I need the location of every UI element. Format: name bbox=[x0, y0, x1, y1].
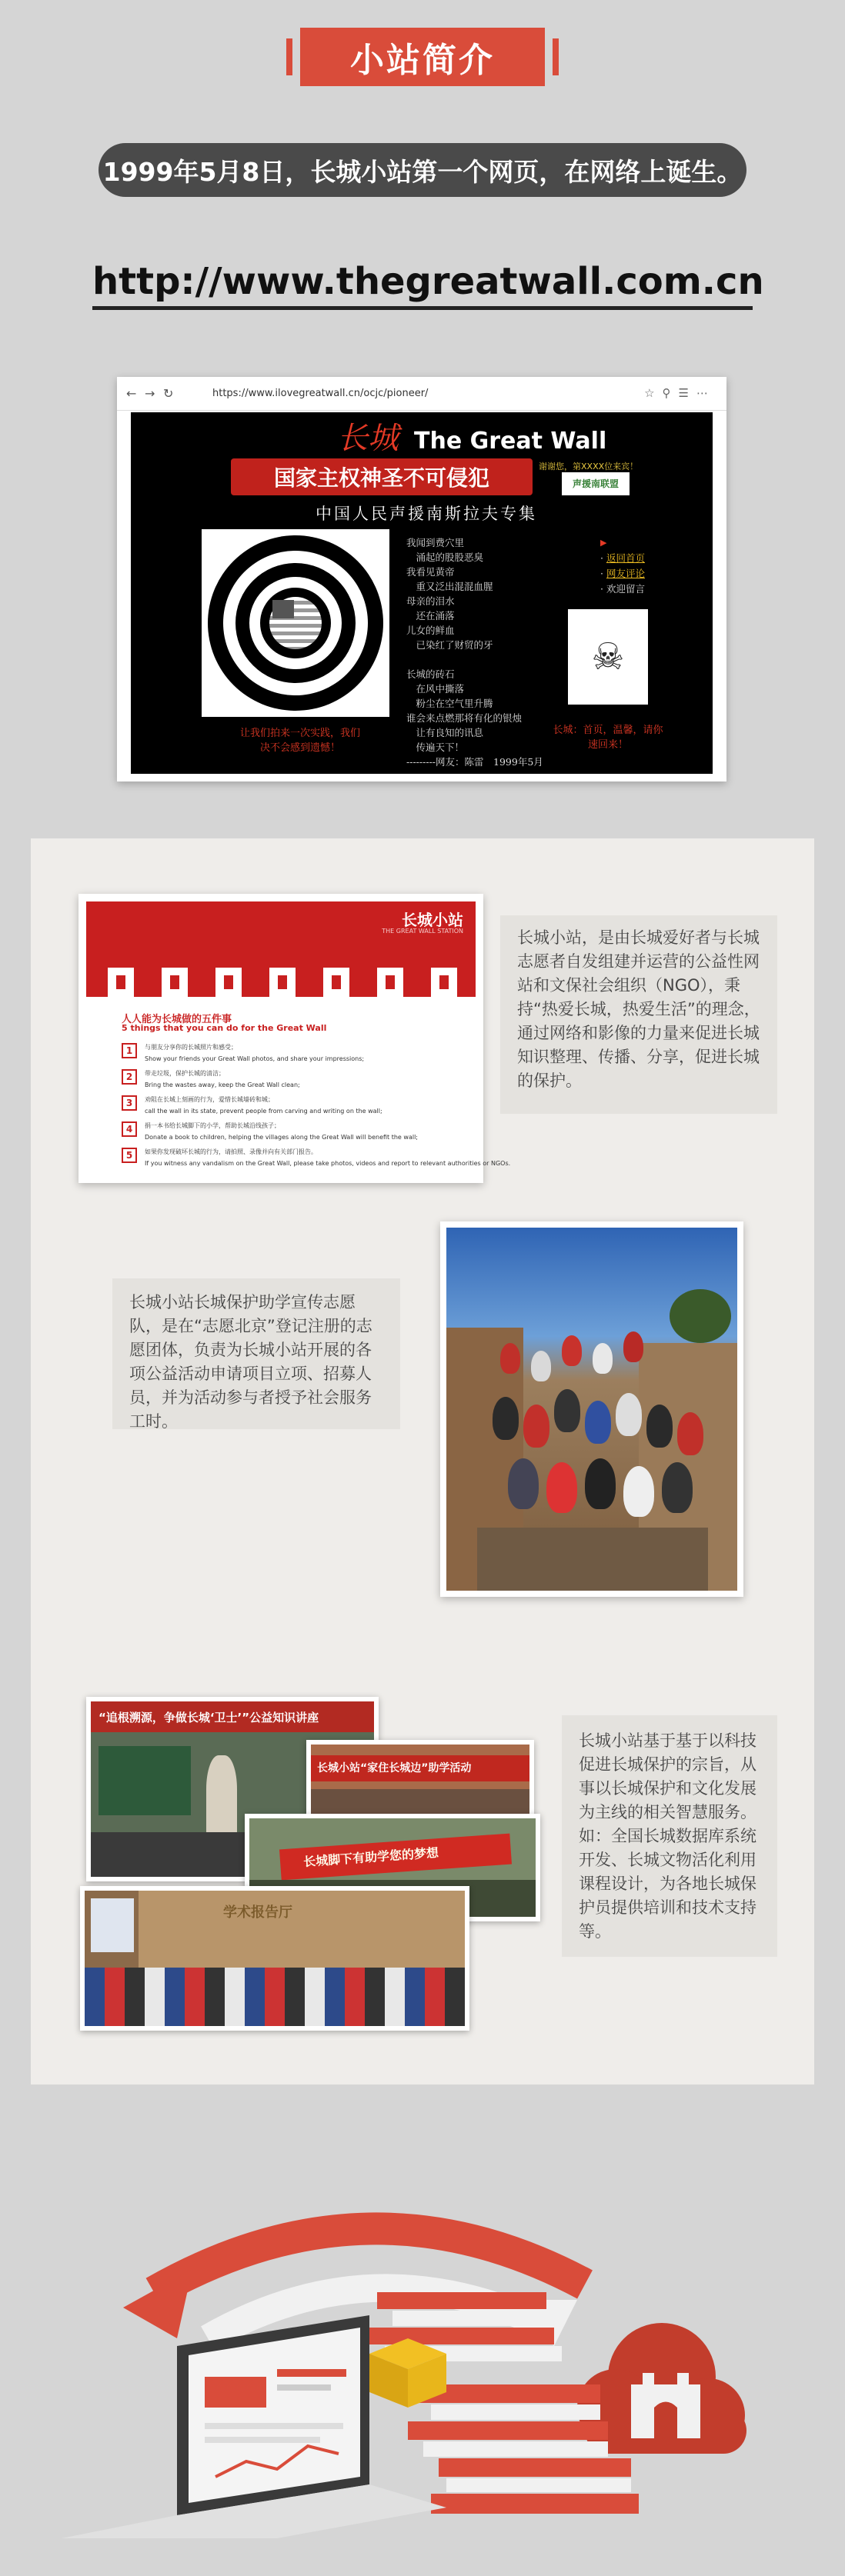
site-logo-cn: 长城 bbox=[337, 421, 399, 456]
brand-logo-sub: THE GREAT WALL STATION bbox=[382, 928, 463, 935]
five-things-title-cn: 人人能为长城做的五件事 bbox=[122, 1014, 232, 1025]
title-decoration-left bbox=[286, 38, 292, 75]
section-title bbox=[286, 28, 559, 86]
digital-greatwall-illustration bbox=[46, 2154, 800, 2554]
intro-pill: 1999年5月8日，长城小站第一个网页，在网络上诞生。 bbox=[99, 143, 746, 197]
title-decoration-right bbox=[553, 38, 559, 75]
reload-icon[interactable]: ↻ bbox=[163, 386, 174, 401]
site-logo-en: The Great Wall bbox=[414, 428, 607, 455]
children-activity-photo: 长城脚下有助学您的梦想 bbox=[245, 1814, 540, 1921]
legacy-webpage bbox=[131, 412, 713, 774]
page-title: 小站简介 bbox=[300, 28, 545, 86]
webpage-subtitle: 中国人民声援南斯拉夫专集 bbox=[316, 505, 537, 523]
intro-paragraph-2: 长城小站长城保护助学宣传志愿队，是在“志愿北京”登记注册的志愿团体，负责为长城小站开展的各项公益活动申请项目立项、招募人员，并为活动参与者授予社会服务工时。 bbox=[112, 1278, 400, 1429]
url-underline bbox=[92, 306, 753, 310]
forward-icon[interactable]: → bbox=[145, 386, 155, 401]
back-icon[interactable]: ← bbox=[126, 386, 137, 401]
site-url[interactable]: http://www.thegreatwall.com.cn bbox=[92, 260, 764, 303]
volunteer-group-photo bbox=[440, 1221, 743, 1597]
red-slogan-left: 让我们拍来一次实践，我们决不会感到遗憾！ bbox=[239, 728, 360, 754]
poem-text: 我闻到费穴里 涌起的股股恶臭 我看见黄帝 重又泛出混混血腥 母亲的泪水 还在涌落 儿女的鲜血 已染红了财贸的牙 长城的砖石 在风中撕落 粉尘在空气里升腾 谁会来点燃那将有化的银烛 让有良知的讯息 传遍天下！ ---------网友：陈雷 1999年5月 bbox=[406, 537, 543, 768]
five-things-card: 长城小站 THE GREAT WALL STATION 人人能为长城做的五件事 5 things that you can do for the Great Wall 1 与朋友分享你的长城照片和感受； Show your friends your Great Wall photos, and share your impressions; 2 带走垃圾，保护长城的清洁； Bring the wastes away, keep the Great Wall clean; 3 劝阻在长城上刻画的行为，爱惜长城墙砖和城； call the wall in its state, prevent people from carving and writing on the wall; 4 捐一本书给长城脚下的小学，帮助长城沿线孩子； Donate a book to children, helping the villages along the Great Wall will benefit the wall; 5 如果你发现破坏长城的行为，请拍照、录像并向有关部门报告。 If you witness any vandalism on the Great Wall, please take photos, videos and report to relevant authorities or NGOs. bbox=[78, 894, 483, 1183]
side-link[interactable]: · 返回首页 bbox=[600, 552, 645, 564]
browser-toolbar bbox=[117, 377, 726, 411]
side-link[interactable]: · 欢迎留言 bbox=[600, 583, 645, 595]
auditorium-photo: 学术报告厅 bbox=[80, 1886, 469, 2031]
sovereignty-banner: 国家主权神圣不可侵犯 bbox=[231, 458, 533, 495]
intro-paragraph-3: 长城小站基于基于以科技促进长城保护的宗旨，从事以长城保护和文化发展为主线的相关智慧服务。如：全国长城数据库系统开发、长城文物活化利用课程设计，为各地长城保护员提供培训和技术支持等。 bbox=[562, 1715, 777, 1957]
side-link[interactable]: · 网友评论 bbox=[600, 568, 645, 579]
brand-logo: 长城小站 bbox=[402, 911, 463, 929]
lecture-photo: “追根溯源，争做长城‘卫士’”公益知识讲座 bbox=[86, 1697, 379, 1881]
browser-screenshot bbox=[117, 377, 726, 781]
browser-toolbar-icons[interactable]: ☆⚲☰⋯ bbox=[644, 386, 716, 400]
support-badge[interactable]: 声援南联盟 bbox=[562, 472, 630, 495]
address-bar[interactable]: https://www.ilovegreatwall.cn/ocjc/pioneer/ bbox=[212, 388, 429, 399]
side-links bbox=[600, 535, 645, 597]
assistance-activity-photo: 长城小站“家住长城边”助学活动 bbox=[306, 1740, 534, 1826]
visitor-counter: 谢谢您，第XXXX位来宾！ bbox=[539, 462, 639, 472]
new-icon: ▶ bbox=[600, 538, 607, 548]
intro-paragraph-1: 长城小站，是由长城爱好者与长城志愿者自发组建并运营的公益性网站和文保社会组织（NGO），秉持“热爱长城，热爱生活”的理念，通过网络和影像的力量来促进长城知识整理、传播、分享，促进长城的保护。 bbox=[500, 915, 777, 1114]
red-slogan-right: 长城：首页，温馨，请你速回来！ bbox=[553, 725, 663, 751]
five-things-title-en: 5 things that you can do for the Great Wall bbox=[122, 1023, 327, 1033]
five-things-header bbox=[86, 901, 476, 997]
skull-emblem-icon: ☠ bbox=[568, 609, 648, 705]
target-flag-image bbox=[202, 529, 389, 717]
